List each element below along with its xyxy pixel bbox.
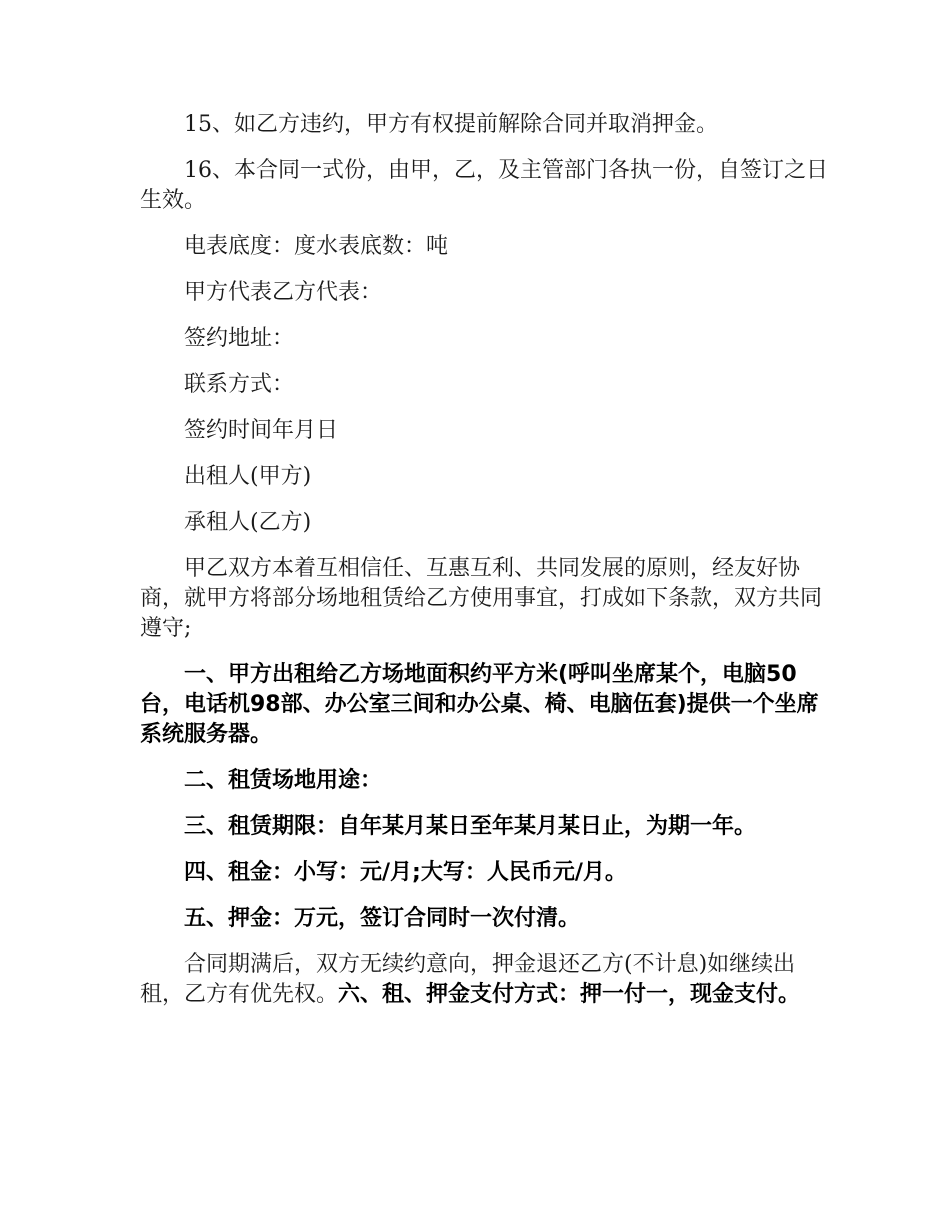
deposit-refund-text: 合同期满后，双方无续约意向，押金退还乙方(不计息)如继续出租，乙方有优先权。 bbox=[140, 952, 796, 1007]
document-body bbox=[140, 110, 830, 1026]
clause-15: 15、如乙方违约，甲方有权提前解除合同并取消押金。 bbox=[184, 112, 718, 137]
signing-address: 签约地址： bbox=[184, 326, 295, 351]
clause-16: 16、本合同一式份，由甲，乙，及主管部门各执一份，自签订之日生效。 bbox=[140, 158, 828, 213]
representatives-line: 甲方代表乙方代表： bbox=[184, 280, 383, 305]
meter-readings: 电表底度：度水表底数：吨 bbox=[184, 234, 449, 259]
article-1: 一、甲方出租给乙方场地面积约平方米(呼叫坐席某个，电脑50台，电话机98部、办公室三间和办公桌、椅、电脑伍套)提供一个坐席系统服务器。 bbox=[140, 662, 819, 747]
preamble: 甲乙双方本着互相信任、互惠互利、共同发展的原则，经友好协商，就甲方将部分场地租赁给乙方使用事宜，打成如下条款，双方共同遵守; bbox=[140, 556, 823, 641]
contact-info: 联系方式： bbox=[184, 372, 295, 397]
article-6: 六、租、押金支付方式：押一付一，现金支付。 bbox=[338, 982, 801, 1007]
lessee-label: 承租人(乙方) bbox=[184, 510, 312, 535]
deposit-refund-and-article-6 bbox=[140, 950, 830, 1010]
article-4: 四、租金：小写：元/月;大写：人民币元/月。 bbox=[184, 860, 627, 885]
lessor-label: 出租人(甲方) bbox=[184, 464, 312, 489]
article-2: 二、租赁场地用途： bbox=[184, 768, 383, 793]
article-5: 五、押金：万元，签订合同时一次付清。 bbox=[184, 906, 581, 931]
signing-date: 签约时间年月日 bbox=[184, 418, 339, 443]
article-3: 三、租赁期限：自年某月某日至年某月某日止，为期一年。 bbox=[184, 814, 757, 839]
